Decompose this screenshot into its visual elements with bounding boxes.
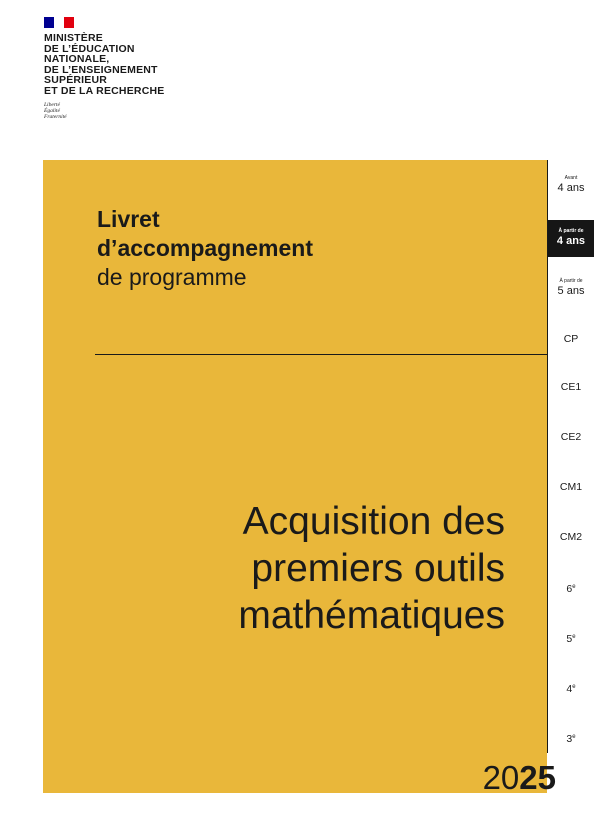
level-label: CE2 <box>560 431 582 443</box>
level-label: 6 <box>566 583 573 595</box>
level-label: CM1 <box>559 481 583 493</box>
level-prefix: À partir de <box>559 278 583 284</box>
horizontal-divider <box>95 354 547 355</box>
motto-line: Égalité <box>44 107 60 114</box>
level-label: CP <box>563 333 579 345</box>
republic-motto <box>44 102 244 121</box>
level-cm2 <box>548 531 594 544</box>
ministry-line: DE L’ENSEIGNEMENT <box>44 63 158 76</box>
level-label: 3 <box>566 733 573 745</box>
livret-line: de programme <box>97 264 247 290</box>
ministry-line: ET DE LA RECHERCHE <box>44 84 165 97</box>
level-label: 5 <box>566 633 573 645</box>
level-superscript: e <box>572 584 576 590</box>
level-prefix: Avant <box>564 175 578 181</box>
year-regular: 20 <box>482 759 520 796</box>
ministry-line: MINISTÈRE <box>44 32 103 44</box>
ministry-line: SUPÉRIEUR <box>44 74 108 87</box>
level-label: 4 ans <box>556 235 586 247</box>
level-ce1 <box>548 381 594 394</box>
flag-red-stripe <box>64 17 74 28</box>
level-ce2 <box>548 431 594 444</box>
level-4e <box>548 681 594 696</box>
level-a-partir-de-4-ans <box>548 220 594 257</box>
level-label: CE1 <box>560 381 582 393</box>
level-label: 5 ans <box>557 285 585 297</box>
level-superscript: e <box>572 684 576 690</box>
ministry-line: NATIONALE, <box>44 53 110 66</box>
livret-line: Livret <box>97 206 160 232</box>
publication-year <box>483 758 556 798</box>
level-cm1 <box>548 481 594 494</box>
year-bold: 25 <box>519 759 556 796</box>
motto-line: Liberté <box>44 101 60 108</box>
livret-line: d’accompagnement <box>97 235 313 261</box>
level-a-partir-de-5-ans <box>548 278 594 298</box>
flag-white-stripe <box>54 17 64 28</box>
level-sidebar <box>547 160 594 753</box>
flag-blue-stripe <box>44 17 54 28</box>
republic-flag-logo <box>44 17 74 28</box>
motto-line: Fraternité <box>44 113 67 120</box>
level-label: 4 <box>566 683 573 695</box>
level-6e <box>548 581 594 596</box>
ministry-block <box>44 33 244 120</box>
ministry-line: DE L’ÉDUCATION <box>44 42 135 55</box>
title-line: mathématiques <box>238 594 505 637</box>
cover-panel <box>43 160 547 793</box>
level-superscript: e <box>572 634 576 640</box>
level-superscript: e <box>572 734 576 740</box>
level-5e <box>548 631 594 646</box>
level-prefix: À partir de <box>558 228 584 234</box>
level-avant-4-ans <box>548 175 594 195</box>
level-3e <box>548 731 594 746</box>
title-line: premiers outils <box>251 547 505 590</box>
level-label: CM2 <box>559 531 583 543</box>
title-line: Acquisition des <box>242 500 505 543</box>
document-title <box>85 498 505 639</box>
document-type-heading <box>97 205 313 292</box>
level-cp <box>548 333 594 346</box>
level-label: 4 ans <box>557 182 585 194</box>
